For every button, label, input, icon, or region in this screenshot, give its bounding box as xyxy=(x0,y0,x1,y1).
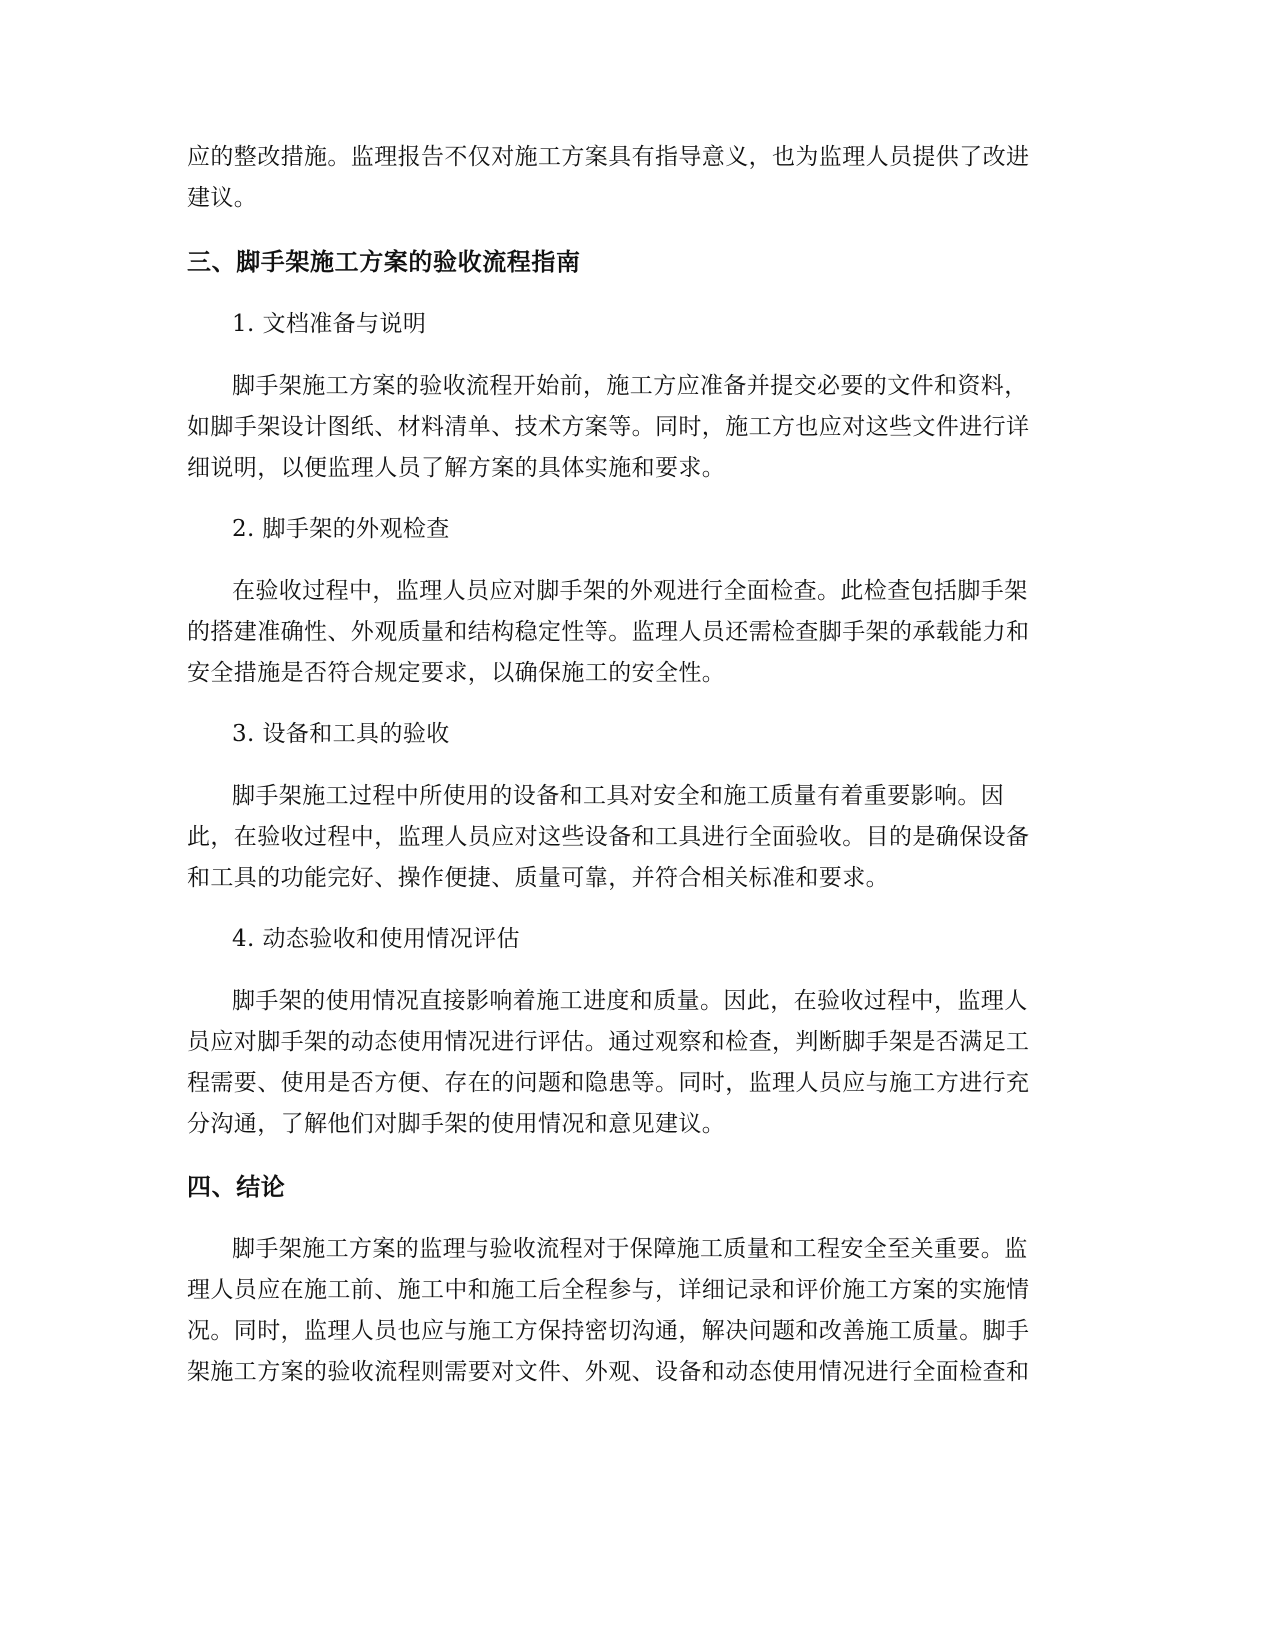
paragraph-line: 建议。 xyxy=(187,185,258,211)
paragraph-line: 和工具的功能完好、操作便捷、质量可靠，并符合相关标准和要求。 xyxy=(187,865,889,891)
paragraph-line: 况。同时，监理人员也应与施工方保持密切沟通，解决问题和改善施工质量。脚手 xyxy=(187,1318,1030,1344)
paragraph-line: 脚手架的使用情况直接影响着施工进度和质量。因此，在验收过程中，监理人 xyxy=(232,988,1028,1014)
paragraph-line: 脚手架施工过程中所使用的设备和工具对安全和施工质量有着重要影响。因 xyxy=(232,783,1005,809)
paragraph-line: 的搭建准确性、外观质量和结构稳定性等。监理人员还需检查脚手架的承载能力和 xyxy=(187,619,1030,645)
paragraph-line: 脚手架施工方案的监理与验收流程对于保障施工质量和工程安全至关重要。监 xyxy=(232,1236,1028,1262)
paragraph-line: 程需要、使用是否方便、存在的问题和隐患等。同时，监理人员应与施工方进行充 xyxy=(187,1070,1030,1096)
subsection-title: 1. 文档准备与说明 xyxy=(232,311,427,337)
paragraph-line: 架施工方案的验收流程则需要对文件、外观、设备和动态使用情况进行全面检查和 xyxy=(187,1359,1030,1385)
paragraph-line: 员应对脚手架的动态使用情况进行评估。通过观察和检查，判断脚手架是否满足工 xyxy=(187,1029,1030,1055)
paragraph-line: 如脚手架设计图纸、材料清单、技术方案等。同时，施工方也应对这些文件进行详 xyxy=(187,414,1030,440)
paragraph-line: 理人员应在施工前、施工中和施工后全程参与，详细记录和评价施工方案的实施情 xyxy=(187,1277,1030,1303)
paragraph-line: 此，在验收过程中，监理人员应对这些设备和工具进行全面验收。目的是确保设备 xyxy=(187,824,1030,850)
paragraph-line: 脚手架施工方案的验收流程开始前，施工方应准备并提交必要的文件和资料， xyxy=(232,373,1028,399)
paragraph-line: 细说明，以便监理人员了解方案的具体实施和要求。 xyxy=(187,455,726,481)
paragraph-line: 分沟通，了解他们对脚手架的使用情况和意见建议。 xyxy=(187,1111,726,1137)
paragraph-line: 应的整改措施。监理报告不仅对施工方案具有指导意义，也为监理人员提供了改进 xyxy=(187,144,1030,170)
paragraph-line: 安全措施是否符合规定要求，以确保施工的安全性。 xyxy=(187,660,726,686)
paragraph-line: 在验收过程中，监理人员应对脚手架的外观进行全面检查。此检查包括脚手架 xyxy=(232,578,1028,604)
subsection-title: 3. 设备和工具的验收 xyxy=(232,721,450,747)
subsection-title: 2. 脚手架的外观检查 xyxy=(232,516,450,542)
subsection-title: 4. 动态验收和使用情况评估 xyxy=(232,926,520,952)
section-heading: 三、脚手架施工方案的验收流程指南 xyxy=(187,248,581,276)
section-heading: 四、结论 xyxy=(187,1173,286,1201)
